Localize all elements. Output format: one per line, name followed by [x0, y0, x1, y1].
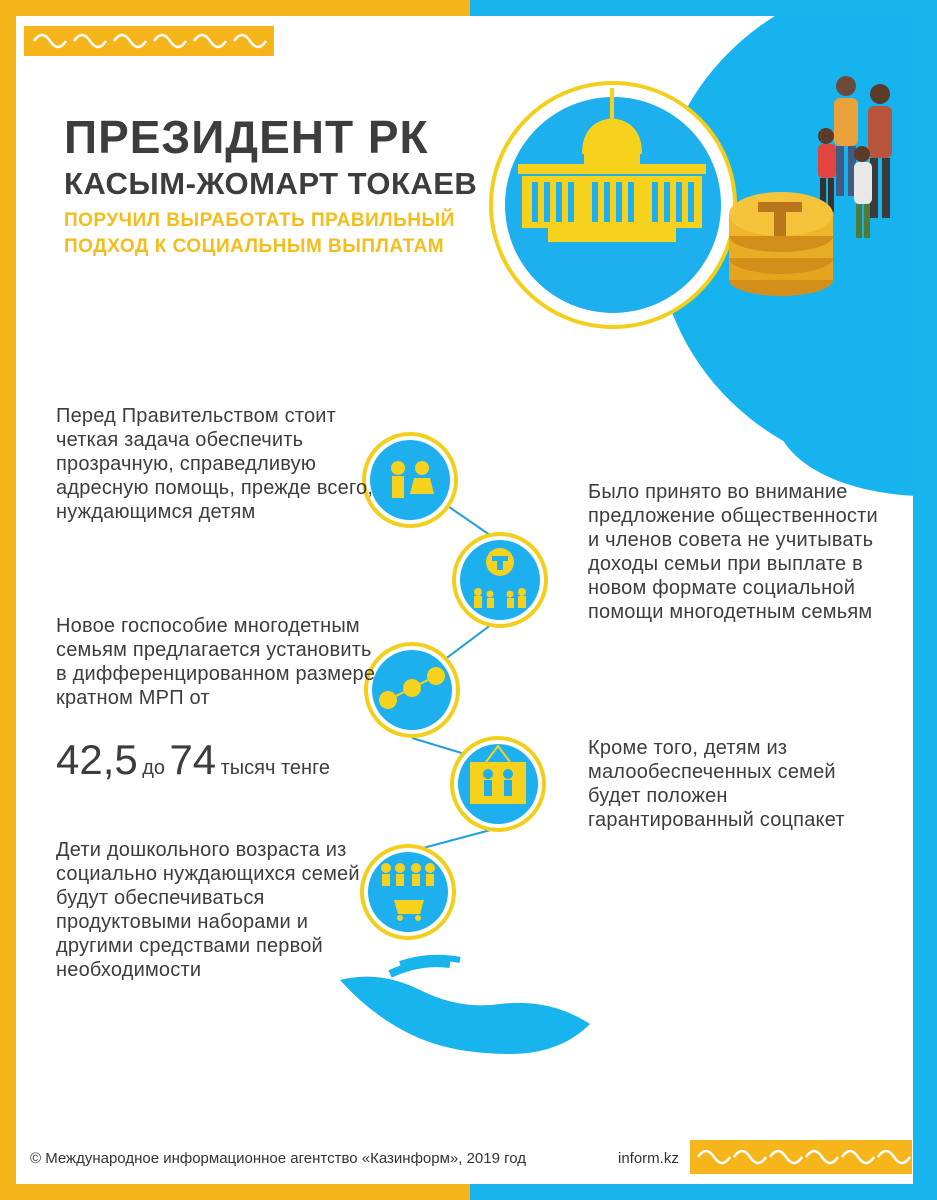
text-block-targeted-aid: Перед Правительством стоит четкая задача обеспечить прозрачную, справедливую адресную помощь, прежде всего, нуждающимся детям	[56, 405, 374, 523]
family-coin-icon	[454, 534, 546, 626]
allowance-range	[56, 736, 330, 784]
children-icon	[364, 434, 456, 526]
subtitle-line-2: ПОДХОД К СОЦИАЛЬНЫМ ВЫПЛАТАМ	[64, 236, 445, 257]
page-title: ПРЕЗИДЕНТ РК	[64, 111, 429, 163]
ornament-pattern-bottom	[690, 1140, 912, 1174]
coin-stack-icon	[726, 188, 836, 300]
subtitle-line-1: ПОРУЧИЛ ВЫРАБОТАТЬ ПРАВИЛЬНЫЙ	[64, 210, 455, 231]
text-block-public-proposal: Было принято во внимание предложение общественности и членов совета не учитывать доходы семьи при выплате в новом формате социальной помощи многодетным семьям	[588, 481, 878, 623]
range-to: 74	[169, 736, 217, 783]
coins-chain-icon	[366, 644, 458, 736]
timeline-circles	[360, 422, 560, 962]
footer-copyright: © Международное информационное агентство «Казинформ», 2019 год	[30, 1150, 527, 1167]
akorda-building-icon	[488, 80, 738, 330]
ornament-pattern-top	[24, 26, 274, 56]
range-to-word: до	[142, 757, 165, 779]
footer-site-link[interactable]: inform.kz	[618, 1150, 679, 1167]
text-block-social-package: Кроме того, детям из малообеспеченных семей будет положен гарантированный соцпакет	[588, 737, 845, 831]
text-block-preschool-support: Дети дошкольного возраста из социально нуждающихся семей будут обеспечиваться продуктовыми наборами и другими средствами первой необходимости	[56, 839, 360, 981]
children-board-icon	[452, 738, 544, 830]
text-block-new-allowance: Новое госпособие многодетным семьям предлагается установить в дифференцированном размере кратном МРП от	[56, 615, 376, 709]
range-from: 42,5	[56, 736, 138, 783]
page-title-name: КАСЫМ-ЖОМАРТ ТОКАЕВ	[64, 166, 478, 201]
page-subtitle	[64, 208, 455, 260]
range-unit: тысяч тенге	[220, 757, 331, 779]
